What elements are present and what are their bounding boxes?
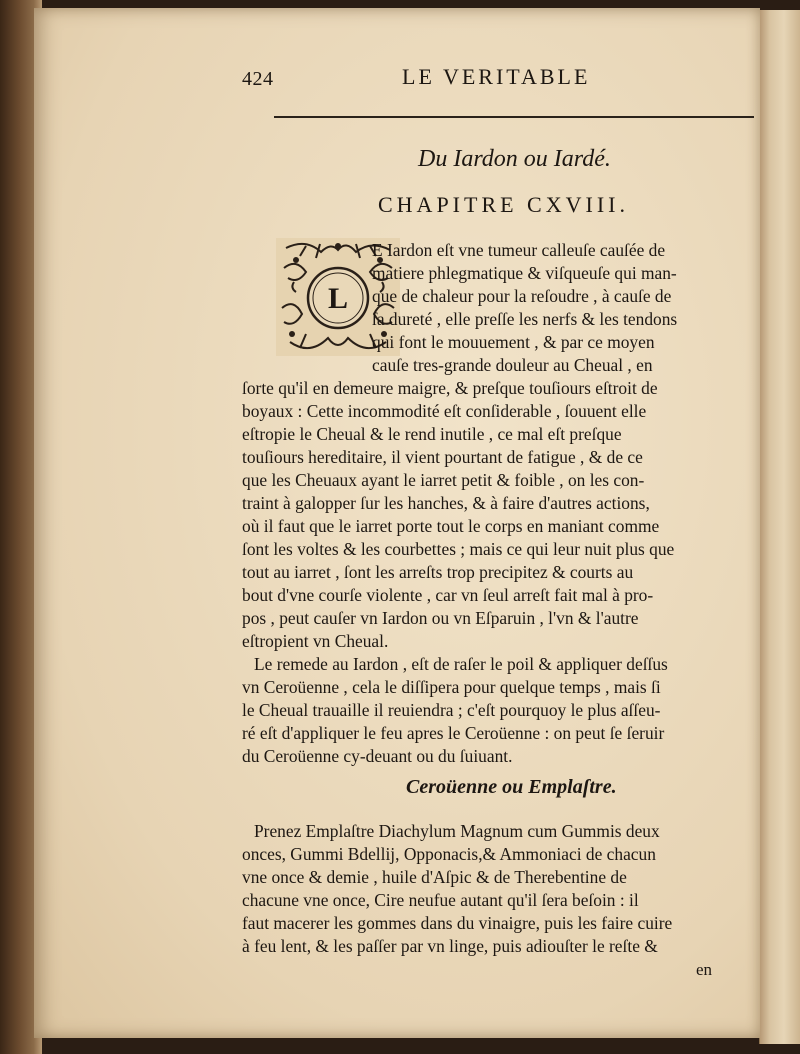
text-line: touſiours hereditaire, il vient pourtant de fatigue , & de ce — [242, 447, 643, 467]
text-line: que de chaleur pour la reſoudre , à cauſe de — [372, 286, 672, 306]
text-line: faut macerer les gommes dans du vinaigre, puis les faire cuire — [242, 913, 673, 933]
text-line: boyaux : Cette incommodité eſt conſiderable , ſouuent elle — [242, 401, 647, 421]
subsection-title: Ceroüenne ou Emplaſtre. — [406, 776, 617, 798]
text-line: où il faut que le iarret porte tout le corps en maniant comme — [242, 516, 660, 536]
text-line: ſa dureté , elle preſſe les nerfs & les tendons — [372, 309, 678, 329]
text-line: à feu lent, & les paſſer par vn linge, puis adiouſter le reſte & — [242, 936, 658, 956]
text-line: ſorte qu'il en demeure maigre, & preſque touſiours eſtroit de — [242, 378, 658, 398]
text-line: Le remede au Iardon , eſt de raſer le poil & appliquer deſſus — [254, 654, 668, 674]
page-number: 424 — [242, 68, 274, 90]
text-line: vne once & demie , huile d'Aſpic & de Therebentine de — [242, 867, 627, 887]
next-page-edge — [759, 10, 800, 1044]
section-title: Du Iardon ou Iardé. — [418, 146, 611, 172]
text-line: que les Cheuaux ayant le iarret petit & foible , on les con- — [242, 470, 645, 490]
text-line: traint à galopper ſur les hanches, & à faire d'autres actions, — [242, 493, 650, 513]
text-line: eſtropient vn Cheual. — [242, 631, 389, 651]
chapter-title: CHAPITRE CXVIII. — [378, 192, 629, 217]
text-line: du Ceroüenne cy-deuant ou du ſuiuant. — [242, 746, 513, 766]
text-line: vn Ceroüenne , cela le diſſipera pour quelque temps , mais ſi — [242, 677, 661, 697]
running-title: LE VERITABLE — [402, 64, 591, 89]
text-line: qui font le mouuement , & par ce moyen — [372, 332, 655, 352]
text-line: ré eſt d'appliquer le feu apres le Ceroüenne : on peut ſe ſeruir — [242, 723, 665, 743]
text-line: tout au iarret , ſont les arreſts trop precipitez & courts au — [242, 562, 634, 582]
text-line: matiere phlegmatique & viſqueuſe qui man- — [372, 263, 677, 283]
text-line: ſont les voltes & les courbettes ; mais ce qui leur nuit plus que — [242, 539, 675, 559]
text-line: eſtropie le Cheual & le rend inutile , ce mal eſt preſque — [242, 424, 622, 444]
catchword: en — [696, 960, 713, 979]
text-line: le Cheual trauaille il reuiendra ; c'eſt pourquoy le plus aſſeu- — [242, 700, 661, 720]
text-line: bout d'vne courſe violente , car vn ſeul arreſt fait mal à pro- — [242, 585, 654, 605]
text-line: pos , peut cauſer vn Iardon ou vn Eſparuin , l'vn & l'autre — [242, 608, 639, 628]
text-line: E Iardon eſt vne tumeur calleuſe cauſée de — [372, 240, 666, 260]
text-line: cauſe tres-grande douleur au Cheual , en — [372, 355, 653, 375]
text-line: onces, Gummi Bdellij, Opponacis,& Ammoniaci de chacun — [242, 844, 656, 864]
text-line: Prenez Emplaſtre Diachylum Magnum cum Gummis deux — [254, 821, 660, 841]
header-rule — [274, 116, 754, 118]
running-head — [242, 64, 754, 94]
text-line: chacune vne once, Cire neufue autant qu'il ſera beſoin : il — [242, 890, 639, 910]
book-page — [34, 8, 760, 1038]
dropcap-letter: L — [327, 282, 349, 315]
